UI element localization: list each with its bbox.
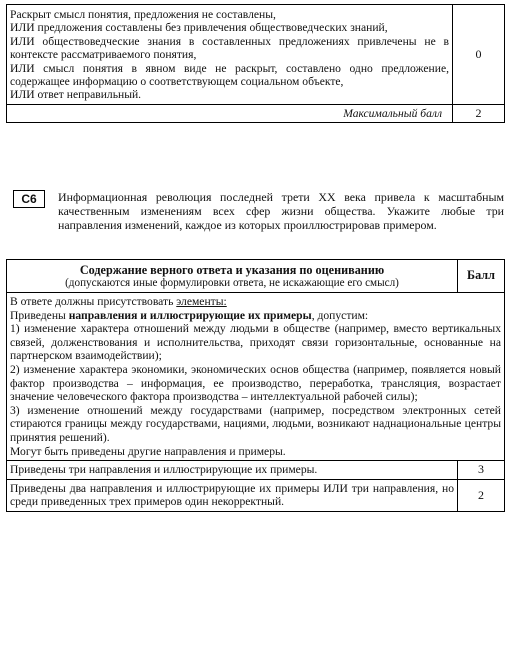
score-row-value: 3 [458,461,505,480]
answer-row [7,293,505,461]
score-row-text: Приведены три направления и иллюстрирующие их примеры. [7,461,458,480]
criteria-row-score-0 [7,5,505,105]
answer-item-3: 3) изменение отношений между государствами (например, посредством электронных сетей стираются границы между государствами, нациями, людьми, возникают наднациональные центры принятия решений). [10,403,501,444]
answer-intro-underlined: элементы: [176,295,227,308]
criterion-line: ИЛИ смысл понятия в явном виде не раскрыт, составлено одно предложение, содержащее информацию о соответствующем социальном объекте, [10,61,449,89]
score-row-2 [7,479,505,511]
score-row-text: Приведены два направления и иллюстрирующие их примеры ИЛИ три направления, но среди приведенных трех примеров один некорректный. [7,479,458,511]
answer-lead [10,309,501,323]
max-score-label: Максимальный балл [7,104,453,122]
max-score-row [7,104,505,122]
answer-lead-suffix: , допустим: [311,308,369,322]
answer-closing: Могут быть приведены другие направления и примеры. [10,444,286,458]
answer-intro-prefix: В ответе должны присутствовать [10,295,177,308]
score-row-value: 2 [458,479,505,511]
task-text: Информационная революция последней трети XX века привела к масштабным качественным изменениям всех сфер жизни общества. Укажите любые три направления изменений, каждое из которых проиллюстрировав примером. [58,190,504,232]
grading-header-row [7,260,505,293]
answer-item-1: 1) изменение характера отношений между людьми в обществе (например, вместо вертикальных связей, долженствования и исполнительства, приходят связи горизонтальные, основанные на партнерском взаимодействии); [10,322,501,363]
previous-criteria-table [6,4,505,123]
task-code-badge: C6 [13,190,45,208]
max-score-value: 2 [453,104,505,122]
criterion-line: ИЛИ ответ неправильный. [10,88,142,102]
answer-lead-prefix: Приведены [10,308,69,322]
criterion-line: ИЛИ предложения составлены без привлечения обществоведческих знаний, [10,21,388,35]
criterion-line: Раскрыт смысл понятия, предложения не составлены, [10,8,276,21]
score-row-3 [7,461,505,480]
score-cell: 0 [453,5,505,105]
header-score: Балл [458,260,505,293]
grading-table [6,259,505,512]
header-title: Содержание верного ответа и указания по оцениванию [79,263,385,277]
answer-cell [7,293,505,461]
header-subtitle: (допускаются иные формулировки ответа, не искажающие его смысл) [65,277,399,289]
answer-intro [10,295,501,309]
answer-lead-bold: направления и иллюстрирующие их примеры [68,308,312,322]
header-content-cell [7,260,458,293]
criterion-cell [7,5,453,105]
answer-item-2: 2) изменение характера экономики, экономических основ общества (например, появляется новый фактор производства – информация, ее производство, переработка, трансляция, возрастает значение человеческого фактора производства – интеллектуальной рабочей силы); [10,362,501,404]
criterion-line: ИЛИ обществоведческие знания в составленных предложениях привлечены не в контексте рассматриваемого понятия, [10,34,449,62]
